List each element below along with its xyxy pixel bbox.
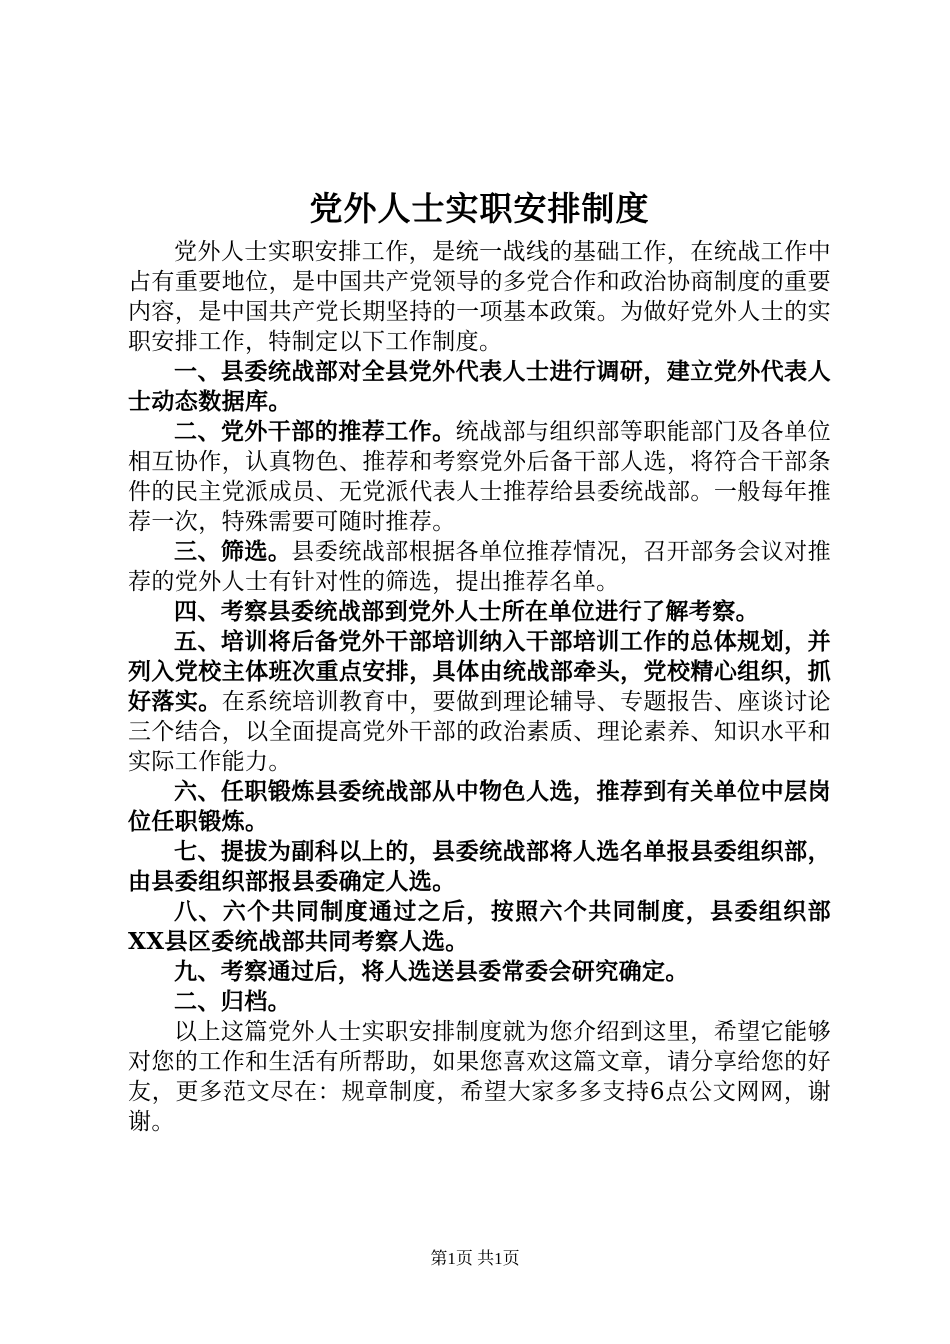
item-3-heading: 三、筛选。 bbox=[174, 538, 292, 565]
item-9 bbox=[128, 957, 831, 987]
item-4-heading: 四、考察县委统战部到党外人士所在单位进行了解考察。 bbox=[174, 598, 759, 625]
document-body bbox=[128, 185, 831, 1137]
item-3 bbox=[128, 537, 831, 597]
item-5 bbox=[128, 627, 831, 777]
closing-paragraph: 以上这篇党外人士实职安排制度就为您介绍到这里，希望它能够对您的工作和生活有所帮助，如果您喜欢这篇文章，请分享给您的好友，更多范文尽在：规章制度，希望大家多多支持6点公文网网，谢谢。 bbox=[128, 1019, 831, 1135]
item-2-text: 统战部与组织部等职能部门及各单位相互协作，认真物色、推荐和考察党外后备干部人选，将符合干部条件的民主党派成员、无党派代表人士推荐给县委统战部。一般每年推荐一次，特殊需要可随时推荐。 bbox=[128, 419, 831, 535]
item-8-heading: 八、六个共同制度通过之后，按照六个共同制度，县委组织部XX县区委统战部共同考察人选。 bbox=[128, 898, 831, 955]
item-5-text: 在系统培训教育中，要做到理论辅导、专题报告、座谈讨论三个结合，以全面提高党外干部的政治素质、理论素养、知识水平和实际工作能力。 bbox=[128, 689, 831, 775]
item-2 bbox=[128, 417, 831, 537]
item-10-heading: 二、归档。 bbox=[174, 988, 291, 1015]
intro-paragraph: 党外人士实职安排工作，是统一战线的基础工作，在统战工作中占有重要地位，是中国共产党领导的多党合作和政治协商制度的重要内容，是中国共产党长期坚持的一项基本政策。为做好党外人士的实职安排工作，特制定以下工作制度。 bbox=[128, 239, 831, 355]
document-title: 党外人士实职安排制度 bbox=[309, 189, 650, 228]
item-1 bbox=[128, 357, 831, 417]
item-7 bbox=[128, 837, 831, 897]
page-footer: 第1页 共1页 bbox=[430, 1249, 520, 1268]
item-9-heading: 九、考察通过后，将人选送县委常委会研究确定。 bbox=[174, 958, 689, 985]
item-4 bbox=[128, 597, 831, 627]
item-1-heading: 一、县委统战部对全县党外代表人士进行调研，建立党外代表人士动态数据库。 bbox=[128, 358, 831, 415]
item-2-heading: 二、党外干部的推荐工作。 bbox=[174, 418, 456, 445]
item-6-heading: 六、任职锻炼县委统战部从中物色人选，推荐到有关单位中层岗位任职锻炼。 bbox=[128, 778, 831, 835]
item-6 bbox=[128, 777, 831, 837]
item-5-heading: 五、培训将后备党外干部培训纳入干部培训工作的总体规划，并列入党校主体班次重点安排，具体由统战部牵头，党校精心组织，抓好落实。 bbox=[128, 628, 831, 715]
item-10 bbox=[128, 987, 831, 1017]
item-7-heading: 七、提拔为副科以上的，县委统战部将人选名单报县委组织部，由县委组织部报县委确定人选。 bbox=[128, 838, 831, 895]
item-8 bbox=[128, 897, 831, 957]
item-3-text: 县委统战部根据各单位推荐情况，召开部务会议对推荐的党外人士有针对性的筛选，提出推荐名单。 bbox=[128, 539, 832, 595]
